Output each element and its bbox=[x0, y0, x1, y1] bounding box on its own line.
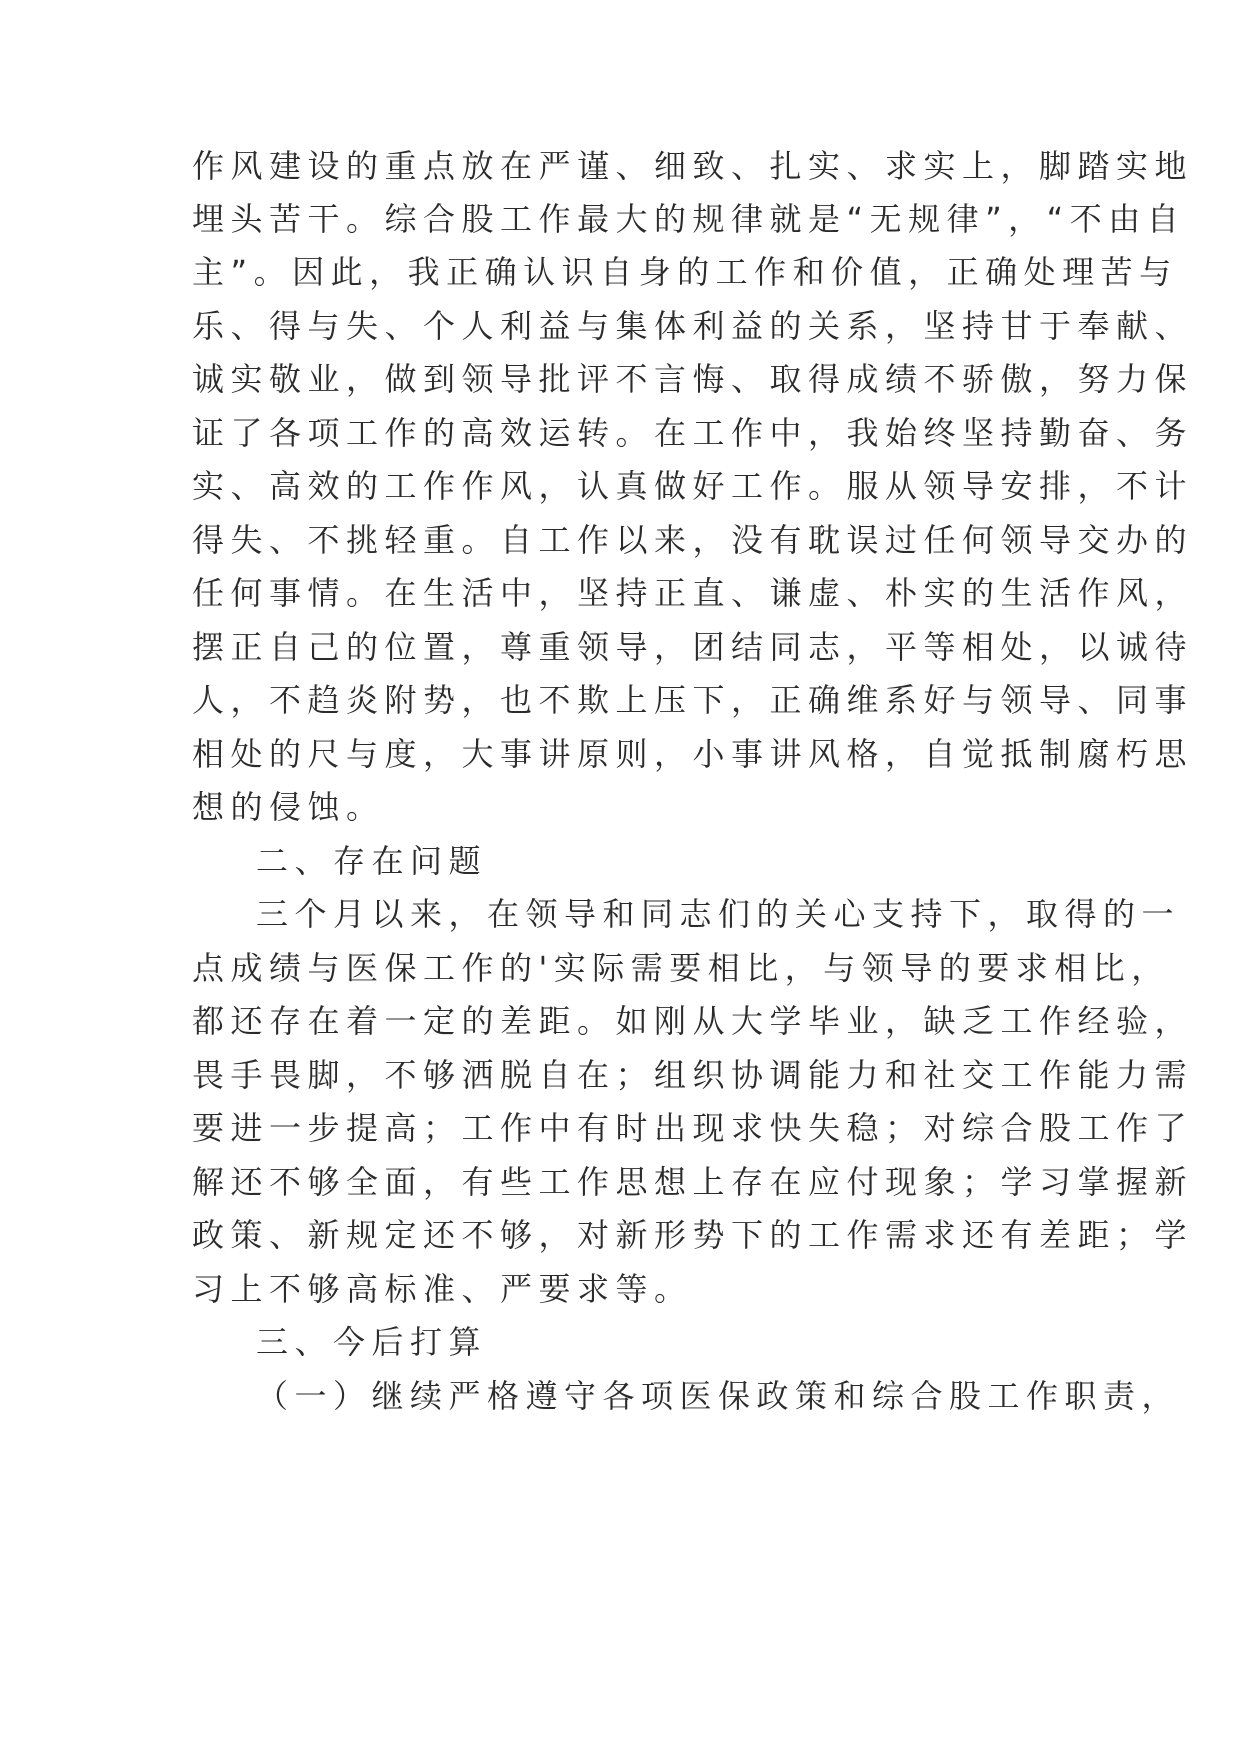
body-line: 点成绩与医保工作的'实际需要相比，与领导的要求相比， bbox=[192, 949, 1170, 987]
body-line: 要进一步提高；工作中有时出现求快失稳；对综合股工作了 bbox=[192, 1109, 1194, 1147]
section-heading-plans: 三、今后打算 bbox=[256, 1323, 488, 1361]
body-line: 实、高效的工作作风，认真做好工作。服从领导安排，不计 bbox=[192, 467, 1194, 505]
body-line: 乐、得与失、个人利益与集体利益的关系，坚持甘于奉献、 bbox=[192, 307, 1194, 345]
body-line: 主”。因此，我正确认识自身的工作和价值，正确处理苦与 bbox=[192, 253, 1178, 291]
body-line: 埋头苦干。综合股工作最大的规律就是“无规律”，“不由自 bbox=[192, 200, 1186, 238]
body-line: （一）继续严格遵守各项医保政策和综合股工作职责， bbox=[256, 1377, 1181, 1415]
body-line: 人，不趋炎附势，也不欺上压下，正确维系好与领导、同事 bbox=[192, 681, 1194, 719]
body-line: 作风建设的重点放在严谨、细致、扎实、求实上，脚踏实地 bbox=[192, 147, 1194, 185]
body-line: 解还不够全面，有些工作思想上存在应付现象；学习掌握新 bbox=[192, 1163, 1194, 1201]
body-line: 证了各项工作的高效运转。在工作中，我始终坚持勤奋、务 bbox=[192, 414, 1194, 452]
body-line: 诚实敬业，做到领导批评不言悔、取得成绩不骄傲，努力保 bbox=[192, 360, 1194, 398]
section-heading-problems: 二、存在问题 bbox=[256, 842, 488, 880]
body-line: 摆正自己的位置，尊重领导，团结同志，平等相处，以诚待 bbox=[192, 628, 1194, 666]
body-line: 政策、新规定还不够，对新形势下的工作需求还有差距；学 bbox=[192, 1216, 1194, 1254]
body-line: 习上不够高标准、严要求等。 bbox=[192, 1270, 693, 1308]
body-line: 三个月以来，在领导和同志们的关心支持下，取得的一 bbox=[256, 895, 1181, 933]
body-line: 想的侵蚀。 bbox=[192, 788, 385, 826]
body-line: 畏手畏脚，不够洒脱自在；组织协调能力和社交工作能力需 bbox=[192, 1056, 1194, 1094]
body-line: 任何事情。在生活中，坚持正直、谦虚、朴实的生活作风， bbox=[192, 574, 1194, 612]
body-line: 都还存在着一定的差距。如刚从大学毕业，缺乏工作经验， bbox=[192, 1002, 1194, 1040]
body-line: 得失、不挑轻重。自工作以来，没有耽误过任何领导交办的 bbox=[192, 521, 1194, 559]
body-line: 相处的尺与度，大事讲原则，小事讲风格，自觉抵制腐朽思 bbox=[192, 735, 1194, 773]
